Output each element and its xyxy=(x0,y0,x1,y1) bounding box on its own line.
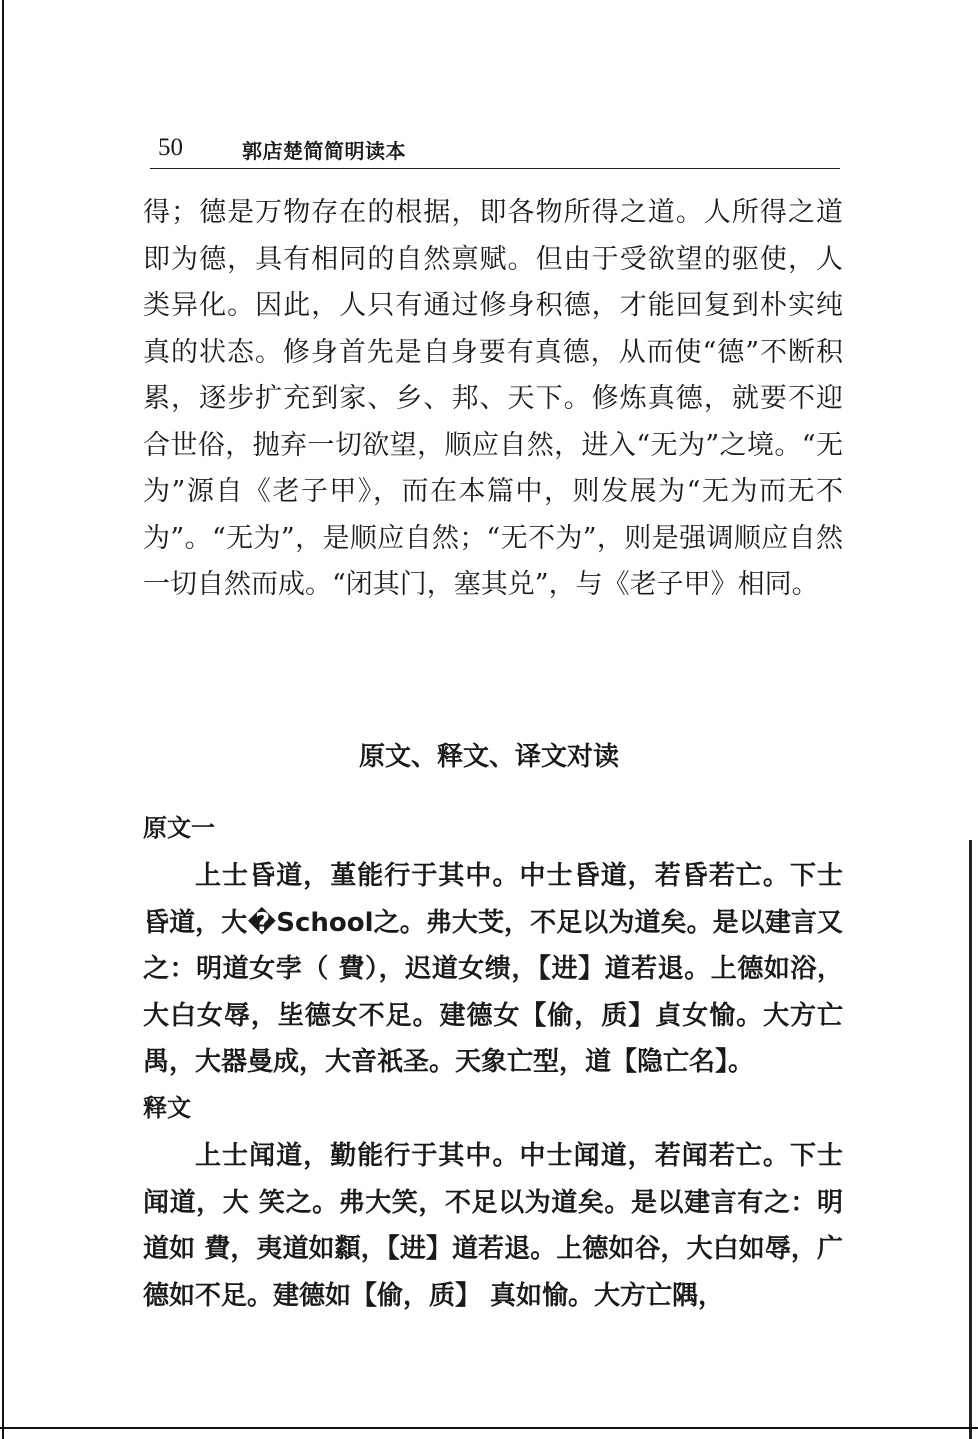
book-title: 郭店楚简简明读本 xyxy=(242,139,406,163)
page-edge-left xyxy=(2,0,4,1439)
section-heading: 原文、释文、译文对读 xyxy=(358,742,619,772)
original-text-block xyxy=(143,853,843,1086)
transcription-block xyxy=(143,1133,843,1319)
transcription-label: 释文 xyxy=(143,1094,191,1122)
original-text-label: 原文一 xyxy=(143,814,215,842)
page-edge-bottom xyxy=(0,1427,978,1429)
page-edge-right xyxy=(969,840,972,1439)
original-text-paragraph: 上士昏道，堇能行于其中。中士昏道，若昏若亡。下士昏道，大�School之。弗大芠，不足以为道矣。是以建言又之：明道女孛（ 費），迟道女缋，【进】道若退。上德如浴，大白女辱，坒德女不足。建德女【偷，质】貞女愉。大方亡禺，大器曼成，大音祇圣。天象亡型，道【隐亡名】。 xyxy=(143,861,843,1077)
page-number: 50 xyxy=(158,134,183,161)
commentary-paragraph: 得；德是万物存在的根据，即各物所得之道。人所得之道即为德，具有相同的自然禀赋。但由于受欲望的驱使，人类异化。因此，人只有通过修身积德，才能回复到朴实纯真的状态。修身首先是自身要有真德，从而使“德”不断积累，逐步扩充到家、乡、邦、天下。修炼真德，就要不迎合世俗，抛弃一切欲望，顺应自然，进入“无为”之境。“无为”源自《老子甲》，而在本篇中，则发展为“无为而无不为”。“无为”，是顺应自然；“无不为”，则是强调顺应自然一切自然而成。“闭其门，塞其兑”，与《老子甲》相同。 xyxy=(143,197,843,600)
running-header xyxy=(150,128,840,169)
transcription-paragraph: 上士闻道，勤能行于其中。中士闻道，若闻若亡。下士闻道，大 笑之。弗大笑，不足以为道矣。是以建言有之：明道如 費，夷道如纇，【进】道若退。上德如谷，大白如辱，广德如不足。建德如【偷，质】 真如愉。大方亡隅， xyxy=(143,1141,843,1311)
